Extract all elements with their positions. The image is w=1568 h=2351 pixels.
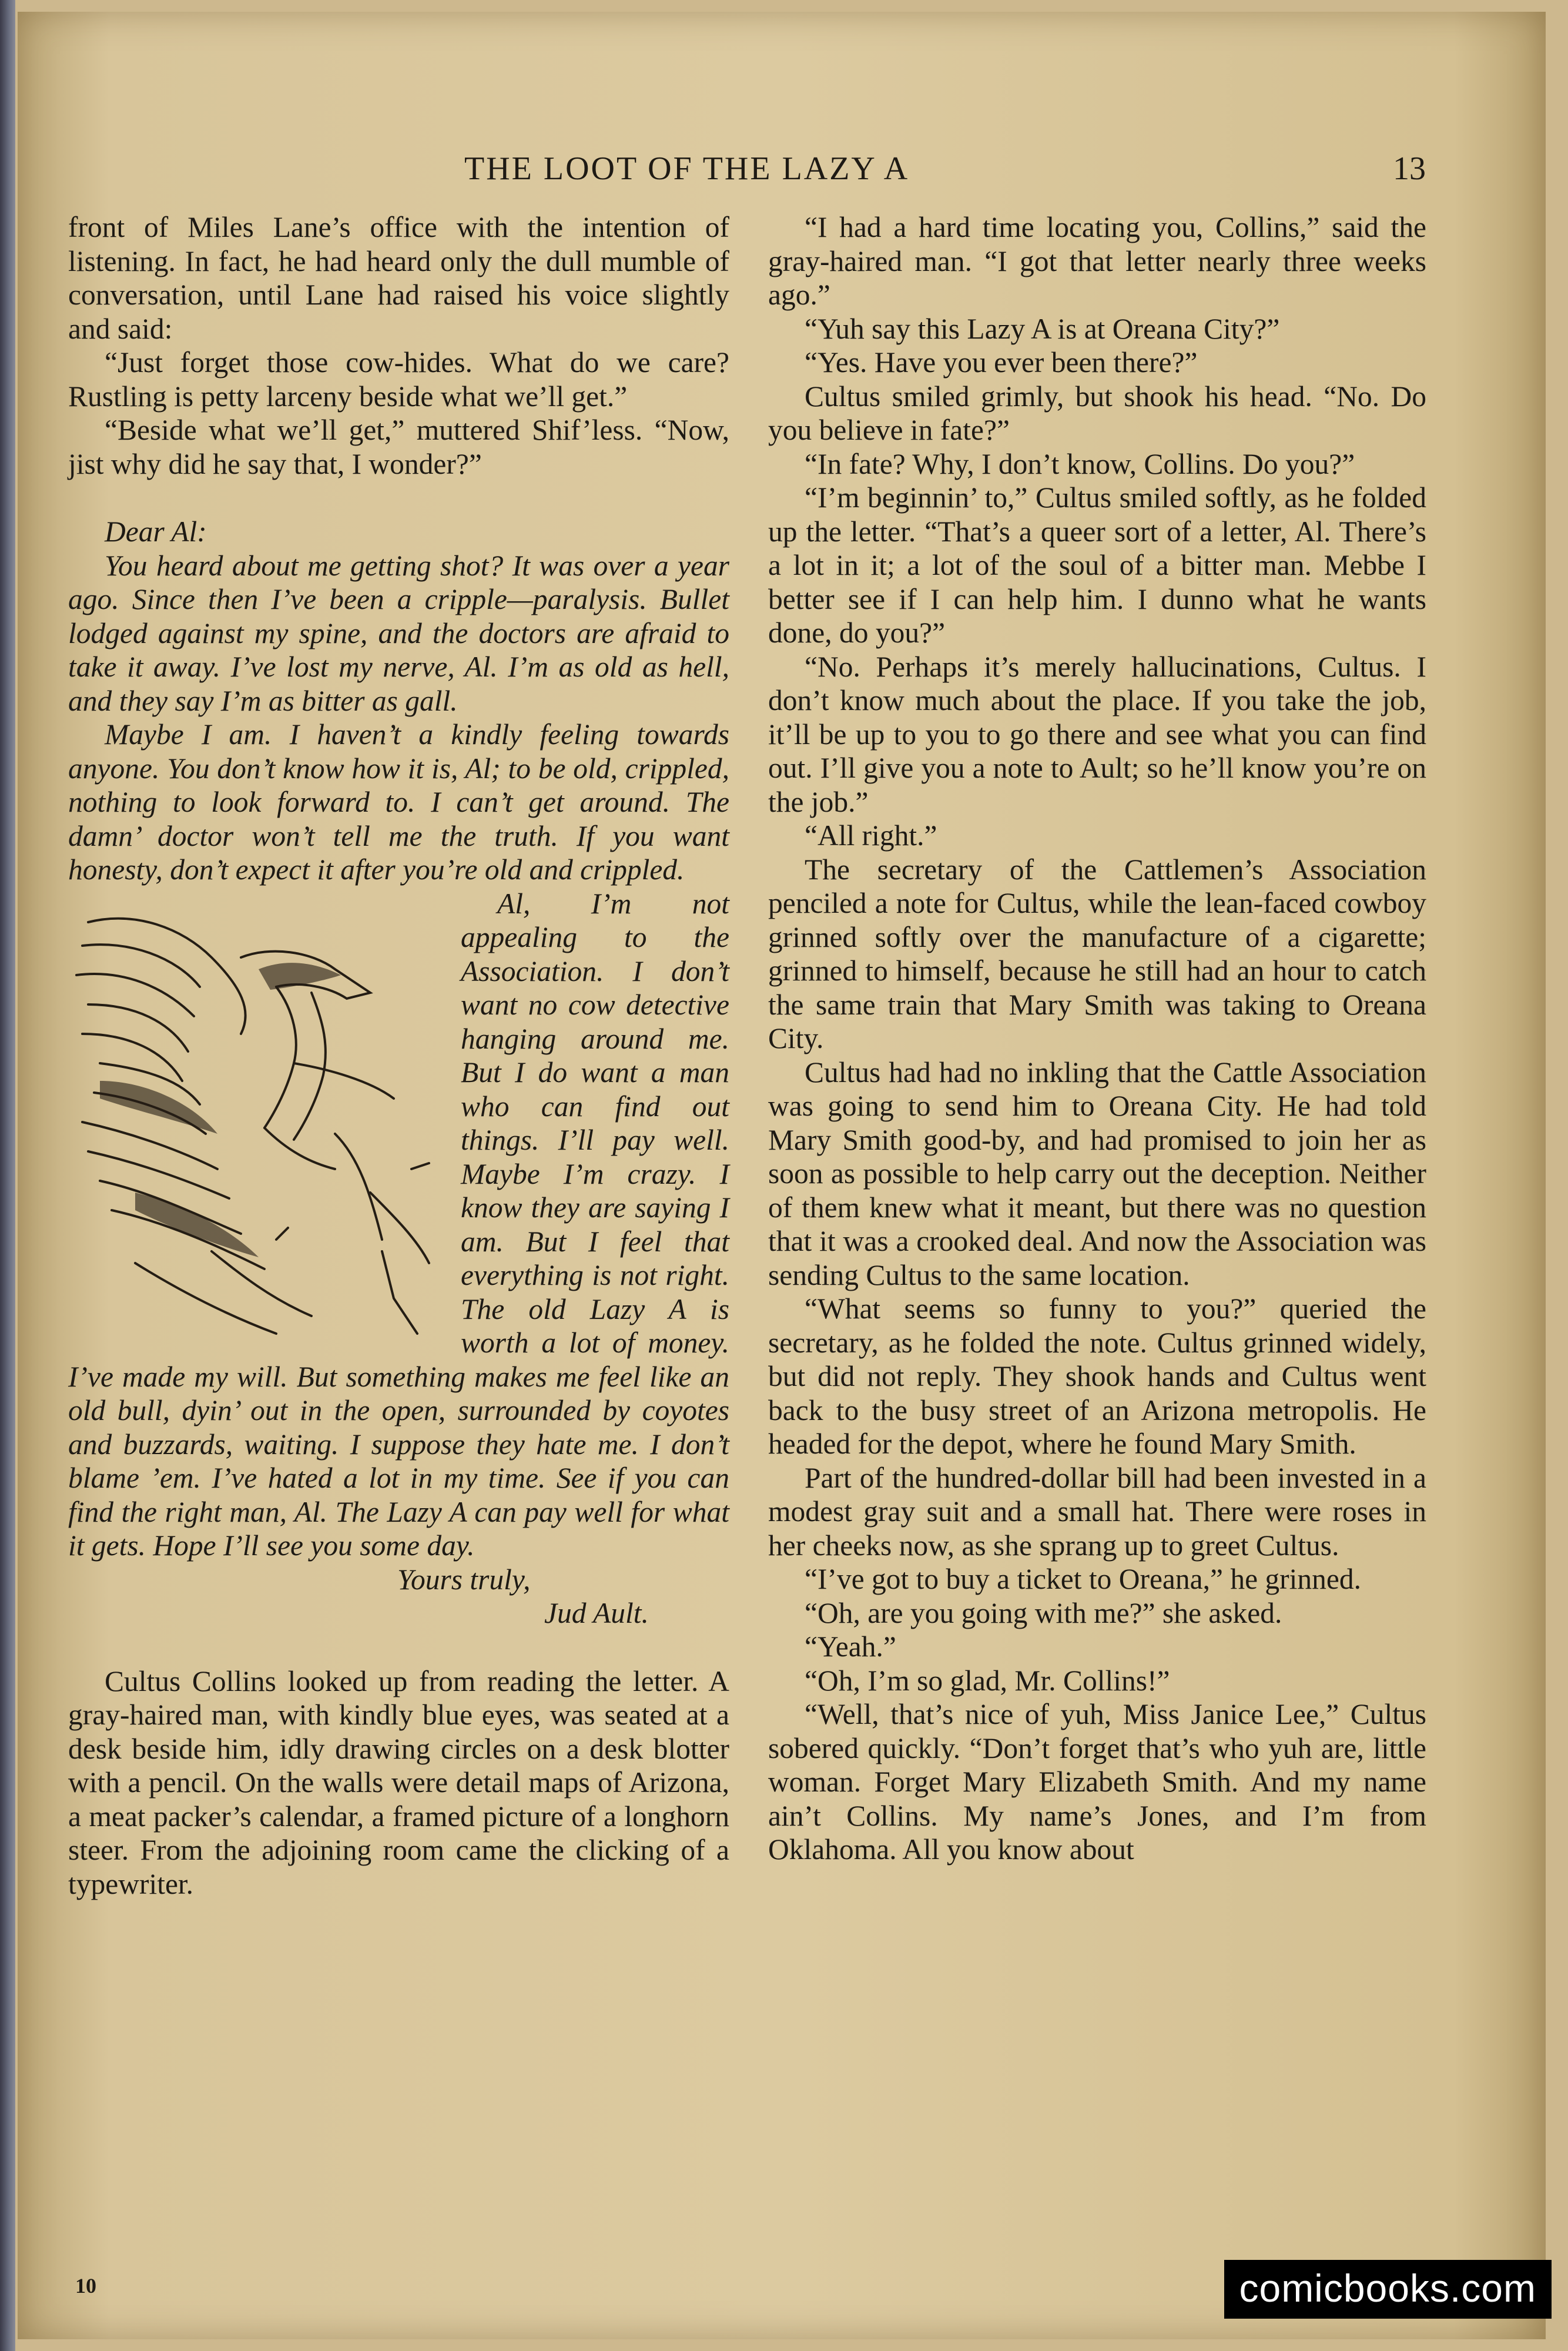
paragraph: “Oh, are you going with me?” she asked. [805, 1596, 1282, 1629]
paragraph: “I’ve got to buy a ticket to Oreana,” he grinned. [805, 1563, 1362, 1595]
paragraph: “Yuh say this Lazy A is at Oreana City?” [805, 312, 1280, 345]
paragraph: Part of the hundred-dollar bill had been invested in a modest gray suit and a small hat. There were roses in her cheeks now, as she sprang up to greet Cultus. [768, 1461, 1426, 1562]
paragraph: Cultus had had no inkling that the Cattle Association was going to send him to Oreana City. He had told Mary Smith good-by, and had promised to join her as soon as possible to help carry out the deception. Neither of them knew what it meant, but there was no question that it was a crooked deal. And now the Association was sending Cultus to the same location. [768, 1056, 1426, 1291]
paragraph: “In fate? Why, I don’t know, Collins. Do you?” [805, 447, 1355, 480]
source-watermark: comicbooks.com [1224, 2260, 1552, 2319]
paragraph: “Well, that’s nice of yuh, Miss Janice Lee,” Cultus sobered quickly. “Don’t forget that’s who yuh are, little woman. Forget Mary Elizabeth Smith. And my name ain’t Collins. My name’s Jones, and I’m from Oklahoma. All you know about [768, 1698, 1426, 1866]
paragraph: Cultus smiled grimly, but shook his head. “No. Do you believe in fate?” [768, 380, 1426, 446]
letter [68, 515, 729, 1630]
paragraph: “I had a hard time locating you, Collins,” said the gray-haired man. “I got that letter nearly three weeks ago.” [768, 211, 1426, 311]
paragraph: “Beside what we’ll get,” muttered Shif’less. “Now, jist why did he say that, I wonder?” [68, 414, 729, 480]
magazine-page [18, 12, 1546, 2339]
paragraph: “No. Perhaps it’s merely hallucinations, Cultus. I don’t know much about the place. If you take the job, it’ll be up to you to go there and see what you can find out. I’ll give you a note to Ault; so he’ll know you’re on the job.” [768, 650, 1426, 818]
letter-paragraph: Maybe I am. I haven’t a kindly feeling towards anyone. You don’t know how it is, Al; to be old, crippled, nothing to look forward to. I can’t get around. The damn’ doctor won’t tell me the truth. If you want honesty, don’t expect it after you’re old and crippled. [68, 718, 729, 886]
binding-spine [0, 0, 15, 2351]
paragraph: “What seems so funny to you?” queried the secretary, as he folded the note. Cultus grinned widely, but did not reply. They shook hands and Cultus went back to the busy street of an Arizona metropolis. He headed for the depot, where he found Mary Smith. [768, 1292, 1426, 1460]
paragraph: “Oh, I’m so glad, Mr. Collins!” [805, 1664, 1170, 1697]
cowboy-on-horse-illustration-icon [65, 887, 453, 1357]
letter-paragraph-with-illustration [68, 887, 729, 1563]
left-column [68, 210, 729, 1901]
running-title: THE LOOT OF THE LAZY A [464, 150, 910, 187]
paragraph: “Yes. Have you ever been there?” [805, 346, 1198, 379]
letter-paragraph: Al, I’m not appealing to the Association. I don’t want no cow detective hanging around me. But I do want a man who can find out things. I’ll pay well. Maybe I’m crazy. I know they are saying I am. But I feel that everything is not right. The old Lazy A is worth a lot of money. I’ve made my will. But something makes me feel like an old bull, dyin’ out in the open, surrounded by coyotes and buzzards, waiting. I suppose they hate me. I don’t blame ’em. I’ve hated a lot in my time. See if you can find the right man, Al. The Lazy A can pay well for what it gets. Hope I’ll see you some day. [68, 887, 729, 1562]
paragraph: The secretary of the Cattlemen’s Association penciled a note for Cultus, while the lean-faced cowboy grinned softly over the manufacture of a cigarette; grinned to himself, because he still had an hour to catch the same train that Mary Smith was taking to Oreana City. [768, 853, 1426, 1054]
letter-signature: Jud Ault. [544, 1597, 649, 1629]
paragraph: “I’m beginnin’ to,” Cultus smiled softly, as he folded up the letter. “That’s a queer sort of a letter, Al. There’s a lot in it; a lot of the soul of a bitter man. Mebbe I better see if I can help him. I dunno what he wants done, do you?” [768, 481, 1426, 649]
letter-paragraph: You heard about me getting shot? It was over a year ago. Since then I’ve been a cripple—paralysis. Bullet lodged against my spine, and the doctors are afraid to take it away. I’ve lost my nerve, Al. I’m as old as hell, and they say I’m as bitter as gall. [68, 549, 729, 717]
paragraph: “Yeah.” [805, 1630, 896, 1663]
page-number: 13 [1393, 150, 1426, 187]
paragraph: “Just forget those cow-hides. What do we care? Rustling is petty larceny beside what we’ll get.” [68, 346, 729, 413]
letter-closing: Yours truly, [397, 1563, 531, 1596]
paragraph: “All right.” [805, 819, 937, 852]
letter-salutation: Dear Al: [105, 515, 207, 548]
right-column [768, 210, 1426, 1867]
paragraph: front of Miles Lane’s office with the intention of listening. In fact, he had heard only the dull mumble of conversation, until Lane had raised his voice slightly and said: [68, 211, 729, 345]
paragraph: Cultus Collins looked up from reading the letter. A gray-haired man, with kindly blue eyes, was seated at a desk beside him, idly drawing circles on a desk blotter with a pencil. On the walls were detail maps of Arizona, a meat packer’s calendar, a framed picture of a longhorn steer. From the adjoining room came the clicking of a typewriter. [68, 1665, 729, 1900]
folio-number: 10 [75, 2274, 96, 2298]
